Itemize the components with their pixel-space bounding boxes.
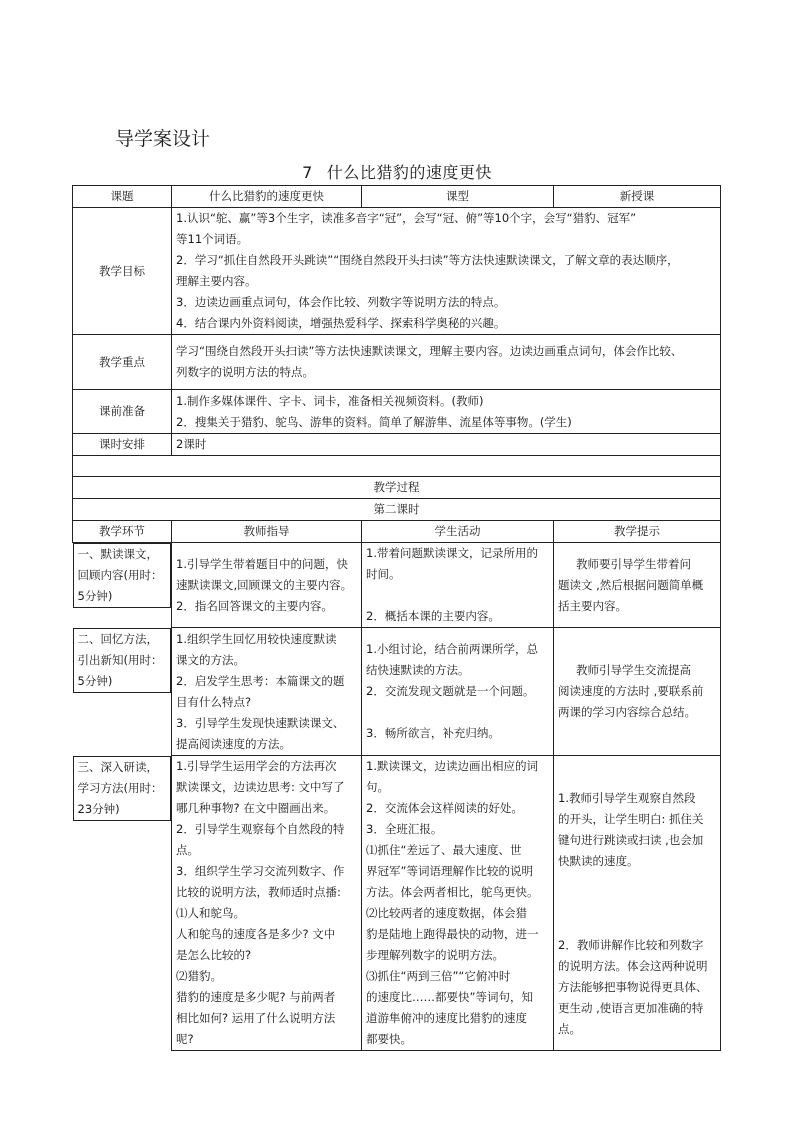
hours-row xyxy=(73,434,721,456)
section-heading: 导学案设计 xyxy=(115,128,211,150)
process-row xyxy=(73,756,721,1051)
student-cell xyxy=(362,628,554,756)
process-row xyxy=(73,628,721,756)
teacher-cell xyxy=(172,543,362,628)
text-line: 都要快。 xyxy=(366,1032,412,1046)
process-row xyxy=(73,543,721,628)
text-line: 猎豹的速度是多少呢? 与前两者 xyxy=(176,990,336,1004)
text-line: 括主要内容。 xyxy=(558,598,627,613)
text-line: 界冠军”等词语理解作比较的说明 xyxy=(366,864,533,878)
goal-line: 4．结合课内外资料阅读，增强热爱科学、探索科学奥秘的兴趣。 xyxy=(176,316,506,330)
text-line: 句。 xyxy=(366,780,389,794)
stage-cell: 三、深入研读，学习方法(用时：23分钟) xyxy=(73,756,172,821)
tip-cell xyxy=(554,756,721,1051)
text-line: 3．引导学生发现快速默读课文、 xyxy=(176,715,345,730)
text-line: 课文的方法。 xyxy=(176,652,245,667)
goals-label: 教学目标 xyxy=(73,208,172,335)
text-line: 步理解列数字的说明方法。 xyxy=(366,948,504,962)
process-title: 教学过程 xyxy=(73,477,721,499)
lesson-title xyxy=(0,160,794,183)
col-header-student: 学生活动 xyxy=(362,521,554,543)
topic-value: 什么比猎豹的速度更快 xyxy=(172,186,362,208)
goal-line: 2．学习“抓住自然段开头跳读”“围绕自然段开头扫读”等方法快速默读课文，了解文章的表达顺序， xyxy=(176,253,679,267)
text-line: 教师引导学生交流提高 xyxy=(576,663,691,677)
text-line: 点。 xyxy=(558,1021,581,1036)
text-line: 快默读的速度。 xyxy=(558,853,639,868)
focus-line: 学习“围绕自然段开头扫读”等方法快速默读课文，理解主要内容。边读边画重点词句，体会作比较、 xyxy=(176,344,683,358)
text-line: 3．组织学生学习交流列数字、作 xyxy=(176,864,345,878)
stage-cell: 一、默读课文，回顾内容(用时：5分钟) xyxy=(73,543,172,608)
text-line: 题读文 ,然后根据问题简单概 xyxy=(558,577,704,592)
period-row xyxy=(73,499,721,521)
text-line: 速默读课文,回顾课文的主要内容。 xyxy=(176,577,353,592)
text-line: 豹是陆地上跑得最快的动物，进一 xyxy=(366,927,539,941)
text-line: 方法能够把事物说得更具体、 xyxy=(558,979,708,994)
text-line: 2．概括本课的主要内容。 xyxy=(366,609,500,623)
text-line: ⑵猎豹。 xyxy=(176,969,222,983)
col-header-stage: 教学环节 xyxy=(73,521,172,543)
hours-value: 2课时 xyxy=(172,434,721,456)
text-line: 提高阅读速度的方法。 xyxy=(176,736,291,751)
student-cell xyxy=(362,756,554,1051)
text-line: 更生动 ,使语言更加准确的特 xyxy=(558,1000,704,1015)
text-line: 哪几种事物? 在文中圈画出来。 xyxy=(176,801,336,815)
text-line: 1.小组讨论，结合前两课所学，总 xyxy=(366,642,538,656)
text-line: 相比如何? 运用了什么说明方法 xyxy=(176,1011,336,1025)
topic-label: 课题 xyxy=(73,186,172,208)
text-line: 呢? xyxy=(176,1032,194,1046)
text-line: 方法。体会两者相比，鸵鸟更快。 xyxy=(366,885,539,899)
lesson-number: 7 xyxy=(302,163,313,182)
goal-line: 理解主要内容。 xyxy=(176,274,257,288)
focus-label: 教学重点 xyxy=(73,335,172,390)
text-line: 1.引导学生带着题目中的问题，快 xyxy=(176,556,348,571)
text-line: 1.组织学生回忆用较快速度默读 xyxy=(176,631,337,646)
focus-line: 列数字的说明方法的特点。 xyxy=(176,365,314,379)
text-line: 的开头，让学生明白: 抓住关 xyxy=(558,811,704,826)
goal-line: 1.认识“鸵、赢”等3个生字，读准多音字“冠”，会写“冠、俯”等10个字，会写“猎豹、冠军” xyxy=(176,211,637,225)
text-line: 1.引导学生运用学会的方法再次 xyxy=(176,759,337,773)
text-line: ⑴人和鸵鸟。 xyxy=(176,906,245,920)
prep-line: 2．搜集关于猎豹、鸵鸟、游隼的资料。简单了解游隼、流星体等事物。(学生) xyxy=(176,414,572,429)
period-title: 第二课时 xyxy=(73,499,721,521)
col-header-teacher: 教师指导 xyxy=(172,521,362,543)
text-line: 时间。 xyxy=(366,567,401,581)
stage-cell: 二、回忆方法，引出新知(用时：5分钟) xyxy=(73,628,172,693)
goals-content xyxy=(172,208,721,335)
text-line: 目有什么特点? xyxy=(176,694,252,709)
text-line: 比较的说明方法，教师适时点播: xyxy=(176,885,341,899)
topic-row xyxy=(73,186,721,208)
text-line: 结快速默读的方法。 xyxy=(366,663,470,677)
text-line: 两课的学习内容综合总结。 xyxy=(558,705,696,719)
prep-content xyxy=(172,390,721,434)
type-label: 课型 xyxy=(362,186,554,208)
process-empty-row xyxy=(73,456,721,477)
text-line: 点。 xyxy=(176,843,199,857)
text-line: 的速度比……都要快”等词句，知 xyxy=(366,990,533,1004)
prep-line: 1.制作多媒体课件、字卡、词卡，准备相关视频资料。(教师) xyxy=(176,393,484,408)
goal-line: 等11个词语。 xyxy=(176,232,249,246)
text-line: 2．交流发现文题就是一个问题。 xyxy=(366,684,535,698)
text-line: 1.教师引导学生观察自然段 xyxy=(558,790,696,805)
lesson-title-text: 什么比猎豹的速度更快 xyxy=(326,163,492,182)
text-line: 2．教师讲解作比较和列数字 xyxy=(558,937,704,952)
lesson-plan-table xyxy=(72,185,721,1051)
text-line: 1.默读课文，边读边画出相应的词 xyxy=(366,759,538,773)
text-line: 3．全班汇报。 xyxy=(366,822,443,836)
text-line: 教师要引导学生带着问 xyxy=(576,556,691,571)
text-line: 人和鸵鸟的速度各是多少? 文中 xyxy=(176,927,336,941)
column-header-row xyxy=(73,521,721,543)
teacher-cell xyxy=(172,628,362,756)
text-line: 3．畅所欲言，补充归纳。 xyxy=(366,726,500,740)
goal-line: 3．边读边画重点词句，体会作比较、列数字等说明方法的特点。 xyxy=(176,295,506,309)
type-value: 新授课 xyxy=(554,186,721,208)
text-line: 1.带着问题默读课文，记录所用的 xyxy=(366,546,538,560)
tip-cell xyxy=(554,628,721,756)
prep-row xyxy=(73,390,721,434)
text-line: ⑵比较两者的速度数据，体会猎 xyxy=(366,906,527,920)
prep-label: 课前准备 xyxy=(73,390,172,434)
focus-row xyxy=(73,335,721,390)
text-line: ⑴抓住“差远了、最大速度、世 xyxy=(366,843,522,857)
tip-cell xyxy=(554,543,721,628)
text-line: 道游隼俯冲的速度比猎豹的速度 xyxy=(366,1011,527,1025)
text-line: 的说明方法。体会这两种说明 xyxy=(558,958,708,973)
goals-row xyxy=(73,208,721,335)
text-line: 是怎么比较的? xyxy=(176,948,252,962)
process-title-row xyxy=(73,477,721,499)
text-line: 2．启发学生思考：本篇课文的题 xyxy=(176,673,345,688)
focus-content xyxy=(172,335,721,390)
text-line: 阅读速度的方法时 ,要联系前 xyxy=(558,684,704,698)
text-line: 2．引导学生观察每个自然段的特 xyxy=(176,822,345,836)
text-line: 2．交流体会这样阅读的好处。 xyxy=(366,801,523,815)
text-line: 默读课文，边读边思考: 文中写了 xyxy=(176,780,345,794)
student-cell xyxy=(362,543,554,628)
teacher-cell xyxy=(172,756,362,1051)
hours-label: 课时安排 xyxy=(73,434,172,456)
text-line: 2．指名回答课文的主要内容。 xyxy=(176,598,333,613)
text-line: ⑶抓住“两到三倍”“它俯冲时 xyxy=(366,969,511,983)
col-header-tip: 教学提示 xyxy=(554,521,721,543)
text-line: 键句进行跳读或扫读 ,也会加 xyxy=(558,832,704,847)
